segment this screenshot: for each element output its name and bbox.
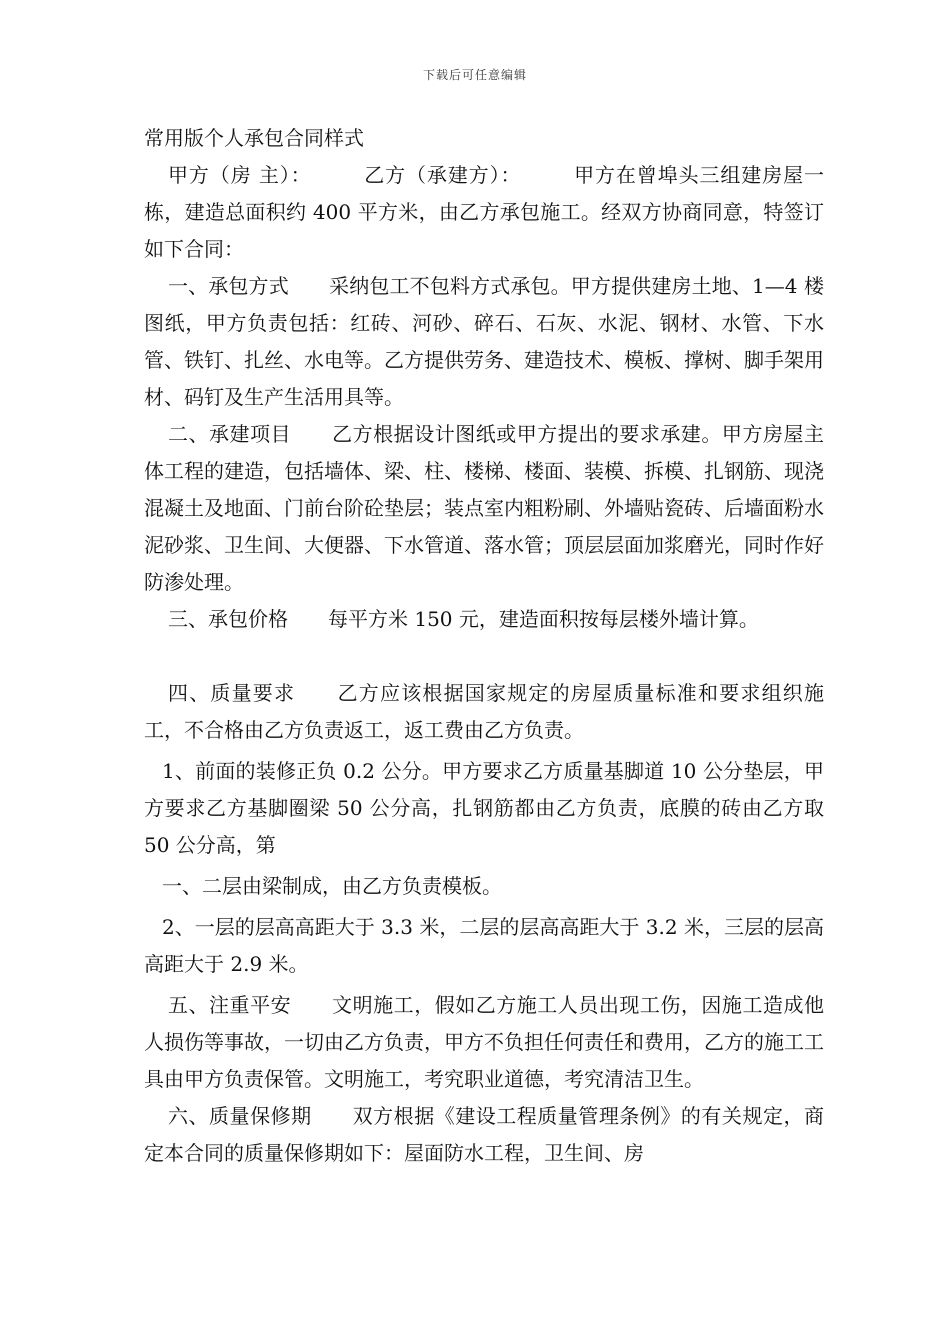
paragraph-contract-method: 一、承包方式 采纳包工不包料方式承包。甲方提供建房土地、1—4 楼图纸，甲方负责包括：红砖、河砂、碎石、石灰、水泥、钢材、水管、下水管、铁钉、扎丝、水电等。乙方提供劳务、建造技术、模板、撑树、脚手架用材、码钉及生产生活用具等。 (144, 274, 824, 409)
paragraph-safety: 五、注重平安 文明施工，假如乙方施工人员出现工伤，因施工造成他人损伤等事故，一切由乙方负责，甲方不负担任何责任和费用，乙方的施工工具由甲方负责保管。文明施工，考究职业道德，考究清洁卫生。 (144, 993, 824, 1091)
paragraph-parties: 甲方（房 主）： 乙方（承建方）： 甲方在曾埠头三组建房屋一栋，建造总面积约 400 平方米，由乙方承包施工。经双方协商同意，特签订如下合同： (144, 163, 824, 261)
paragraph-item-1: 1、前面的装修正负 0.2 公分。甲方要求乙方质量基脚道 10 公分垫层，甲方要求乙方基脚圈梁 50 公分高，扎钢筋都由乙方负责，底膜的砖由乙方取 50 公分高，第 (144, 759, 824, 857)
document-body (144, 120, 824, 1172)
header-note: 下载后可任意编辑 (422, 68, 527, 82)
paragraph-beam-note: 一、二层由梁制成，由乙方负责模板。 (162, 874, 502, 898)
paragraph-warranty: 六、质量保修期 双方根据《建设工程质量管理条例》的有关规定，商定本合同的质量保修期如下：屋面防水工程，卫生间、房 (144, 1104, 824, 1165)
paragraph-contract-price: 三、承包价格 每平方米 150 元，建造面积按每层楼外墙计算。 (168, 607, 759, 631)
paragraph-quality-requirements: 四、质量要求 乙方应该根据国家规定的房屋质量标准和要求组织施工，不合格由乙方负责返工，返工费由乙方负责。 (144, 681, 824, 742)
paragraph-construction-items: 二、承建项目 乙方根据设计图纸或甲方提出的要求承建。甲方房屋主体工程的建造，包括墙体、梁、柱、楼梯、楼面、装模、拆模、扎钢筋、现浇混凝土及地面、门前台阶砼垫层；装点室内粗粉刷、外墙贴瓷砖、后墙面粉水泥砂浆、卫生间、大便器、下水管道、落水管；顶层层面加浆磨光，同时作好防渗处理。 (144, 422, 824, 594)
paragraph-item-2: 2、一层的层高高距大于 3.3 米，二层的层高高距大于 3.2 米，三层的层高高距大于 2.9 米。 (144, 915, 824, 976)
document-title: 常用版个人承包合同样式 (144, 126, 364, 150)
